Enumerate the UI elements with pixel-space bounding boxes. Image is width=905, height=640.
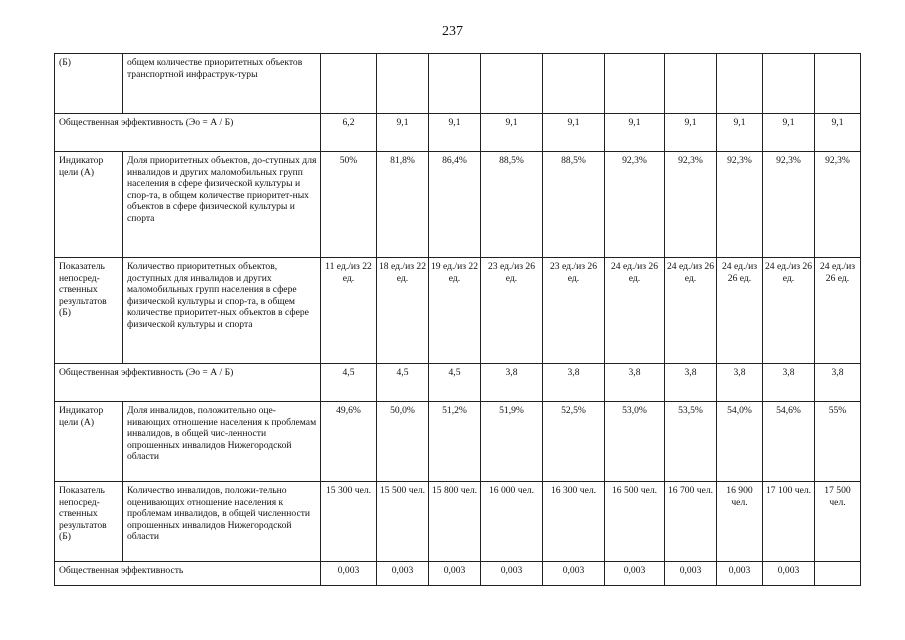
value-cell: 16 300 чел. (543, 482, 605, 562)
value-cell: 50% (321, 152, 377, 258)
value-cell: 92,3% (717, 152, 763, 258)
value-cell: 52,5% (543, 402, 605, 482)
row-label: Индикатор цели (А) (55, 152, 123, 258)
value-cell (321, 54, 377, 114)
value-cell: 4,5 (429, 364, 481, 402)
table-row (55, 482, 861, 562)
row-label: Общественная эффективность (Эо = А / Б) (55, 114, 321, 152)
value-cell: 15 800 чел. (429, 482, 481, 562)
value-cell (815, 562, 861, 586)
value-cell: 54,6% (763, 402, 815, 482)
value-cell: 53,0% (605, 402, 665, 482)
row-label: (Б) (55, 54, 123, 114)
page-number: 237 (442, 24, 463, 39)
value-cell (717, 54, 763, 114)
value-cell (481, 54, 543, 114)
row-description: Количество приоритетных объектов, доступных для инвалидов и других маломобильных групп населения в сфере физической культуры и спор-та, в общем количестве приоритет-ных объектов в сфере физической культуры и спорта (123, 258, 321, 364)
row-description: общем количестве приоритетных объектов транспортной инфраструк-туры (123, 54, 321, 114)
value-cell: 9,1 (543, 114, 605, 152)
value-cell: 3,8 (605, 364, 665, 402)
value-cell: 55% (815, 402, 861, 482)
value-cell: 4,5 (377, 364, 429, 402)
value-cell: 3,8 (543, 364, 605, 402)
table-row (55, 258, 861, 364)
row-description: Количество инвалидов, положи-тельно оценивающих отношение населения к проблемам инвалидов, в общей численности опрошенных инвалидов Нижегородской области (123, 482, 321, 562)
value-cell: 24 ед./из 26 ед. (763, 258, 815, 364)
value-cell: 0,003 (543, 562, 605, 586)
value-cell: 9,1 (717, 114, 763, 152)
value-cell: 24 ед./из 26 ед. (717, 258, 763, 364)
value-cell: 9,1 (815, 114, 861, 152)
value-cell: 17 100 чел. (763, 482, 815, 562)
value-cell: 3,8 (763, 364, 815, 402)
table-row (55, 152, 861, 258)
value-cell: 0,003 (717, 562, 763, 586)
table-row (55, 562, 861, 586)
row-label: Индикатор цели (А) (55, 402, 123, 482)
value-cell: 49,6% (321, 402, 377, 482)
value-cell: 24 ед./из 26 ед. (815, 258, 861, 364)
value-cell: 53,5% (665, 402, 717, 482)
value-cell: 24 ед./из 26 ед. (605, 258, 665, 364)
value-cell: 15 500 чел. (377, 482, 429, 562)
efficiency-table (54, 53, 861, 586)
value-cell: 18 ед./из 22 ед. (377, 258, 429, 364)
value-cell (377, 54, 429, 114)
value-cell: 9,1 (763, 114, 815, 152)
value-cell: 9,1 (377, 114, 429, 152)
row-description: Доля инвалидов, положительно оце-нивающих отношение населения к проблемам инвалидов, в общей чис-ленности опрошенных инвалидов Нижегородской области (123, 402, 321, 482)
value-cell: 0,003 (377, 562, 429, 586)
value-cell: 0,003 (763, 562, 815, 586)
row-label: Общественная эффективность (55, 562, 321, 586)
table-row (55, 364, 861, 402)
value-cell: 9,1 (481, 114, 543, 152)
value-cell: 4,5 (321, 364, 377, 402)
value-cell: 6,2 (321, 114, 377, 152)
value-cell: 92,3% (815, 152, 861, 258)
value-cell (815, 54, 861, 114)
table-row (55, 54, 861, 114)
value-cell: 0,003 (481, 562, 543, 586)
value-cell: 15 300 чел. (321, 482, 377, 562)
value-cell: 86,4% (429, 152, 481, 258)
value-cell: 92,3% (763, 152, 815, 258)
table-row (55, 114, 861, 152)
value-cell: 3,8 (665, 364, 717, 402)
value-cell: 3,8 (717, 364, 763, 402)
row-description: Доля приоритетных объектов, до-ступных для инвалидов и других маломобильных групп населения в сфере физической культуры и спор-та, в общем количестве приоритет-ных объектов в сфере физической культуры и спорта (123, 152, 321, 258)
value-cell: 16 700 чел. (665, 482, 717, 562)
value-cell (605, 54, 665, 114)
value-cell: 54,0% (717, 402, 763, 482)
value-cell: 23 ед./из 26 ед. (481, 258, 543, 364)
value-cell: 9,1 (429, 114, 481, 152)
value-cell (429, 54, 481, 114)
value-cell: 0,003 (665, 562, 717, 586)
value-cell: 11 ед./из 22 ед. (321, 258, 377, 364)
value-cell: 81,8% (377, 152, 429, 258)
value-cell: 0,003 (605, 562, 665, 586)
value-cell: 88,5% (481, 152, 543, 258)
value-cell: 9,1 (665, 114, 717, 152)
value-cell: 51,9% (481, 402, 543, 482)
value-cell: 24 ед./из 26 ед. (665, 258, 717, 364)
value-cell: 9,1 (605, 114, 665, 152)
value-cell: 92,3% (665, 152, 717, 258)
value-cell: 16 000 чел. (481, 482, 543, 562)
value-cell: 16 900 чел. (717, 482, 763, 562)
value-cell: 16 500 чел. (605, 482, 665, 562)
row-label: Показатель непосред-ственных результатов (Б) (55, 482, 123, 562)
value-cell: 50,0% (377, 402, 429, 482)
value-cell: 17 500 чел. (815, 482, 861, 562)
value-cell: 19 ед./из 22 ед. (429, 258, 481, 364)
value-cell: 3,8 (815, 364, 861, 402)
row-label: Показатель непосред-ственных результатов (Б) (55, 258, 123, 364)
value-cell (543, 54, 605, 114)
value-cell: 92,3% (605, 152, 665, 258)
value-cell: 3,8 (481, 364, 543, 402)
value-cell (665, 54, 717, 114)
value-cell: 88,5% (543, 152, 605, 258)
value-cell (763, 54, 815, 114)
value-cell: 51,2% (429, 402, 481, 482)
row-label: Общественная эффективность (Эо = А / Б) (55, 364, 321, 402)
value-cell: 0,003 (429, 562, 481, 586)
table-row (55, 402, 861, 482)
value-cell: 23 ед./из 26 ед. (543, 258, 605, 364)
value-cell: 0,003 (321, 562, 377, 586)
